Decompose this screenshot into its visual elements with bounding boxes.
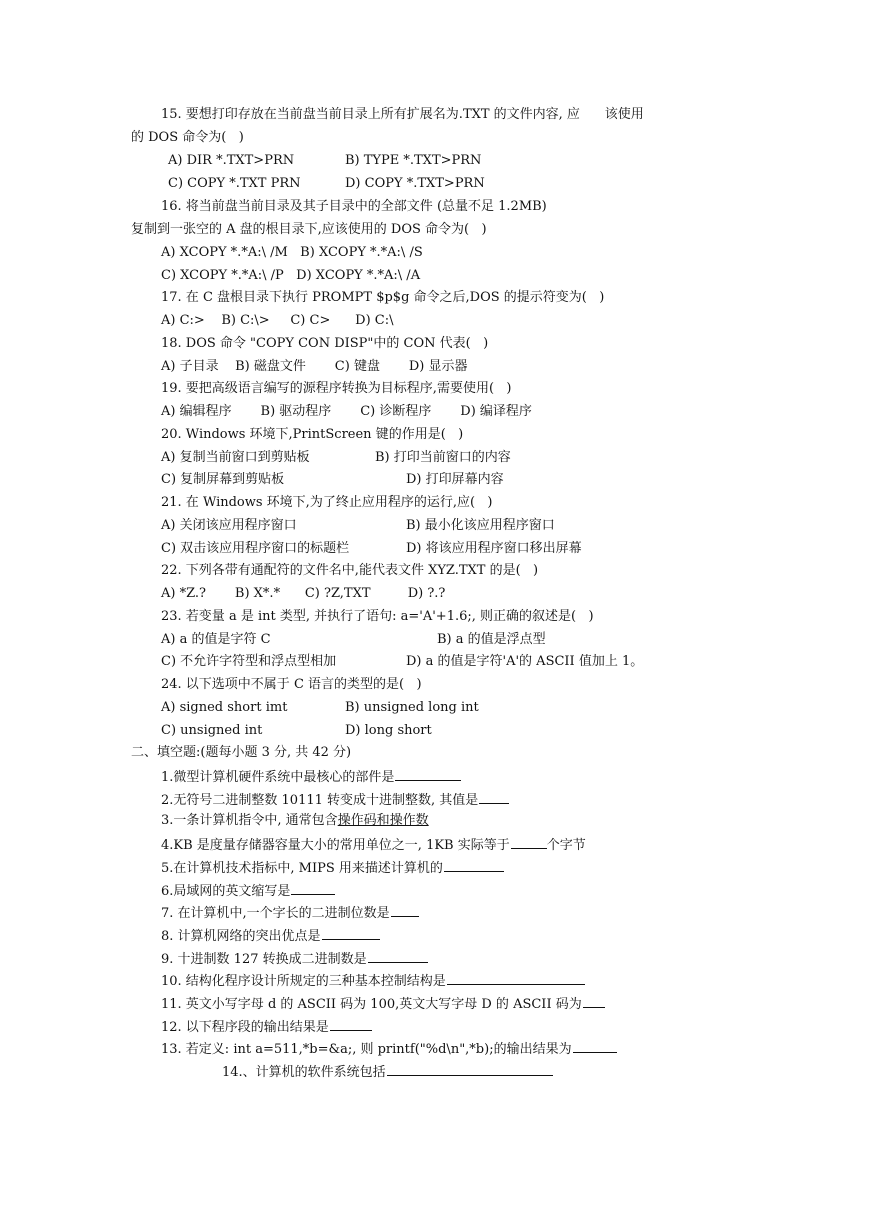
question-22: 22. 下列各带有通配符的文件名中,能代表文件 XYZ.TXT 的是( )	[161, 563, 539, 578]
fill-4	[161, 835, 586, 855]
answer-blank[interactable]	[479, 790, 509, 804]
fill-7	[161, 903, 419, 923]
fill-3	[161, 812, 429, 830]
answer-blank[interactable]	[511, 835, 547, 849]
fill-12	[161, 1017, 372, 1037]
q24-option-c: C) unsigned int	[161, 723, 263, 738]
question-20: 20. Windows 环境下,PrintScreen 键的作用是( )	[161, 427, 464, 442]
fill-11-text: 11. 英文小写字母 d 的 ASCII 码为 100,英文大写字母 D 的 ASCII 码为	[161, 997, 582, 1012]
q23-option-c: C) 不允许字符型和浮点型相加	[161, 654, 337, 669]
q17-options: A) C:> B) C:\> C) C> D) C:\	[161, 313, 394, 328]
fill-6	[161, 881, 335, 901]
answer-blank[interactable]	[395, 767, 461, 781]
fill-14-text: 14.、计算机的软件系统包括	[222, 1065, 386, 1080]
question-17: 17. 在 C 盘根目录下执行 PROMPT $p$g 命令之后,DOS 的提示符变为( )	[161, 290, 605, 305]
fill-4-suffix: 个字节	[546, 838, 586, 853]
fill-5	[161, 858, 504, 878]
q23-option-b: B) a 的值是浮点型	[437, 632, 546, 647]
answer-blank[interactable]	[583, 994, 605, 1008]
question-21: 21. 在 Windows 环境下,为了终止应用程序的运行,应( )	[161, 495, 493, 510]
fill-13-text: 13. 若定义: int a=511,*b=&a;, 则 printf("%d\n",*b);的输出结果为	[161, 1042, 572, 1057]
answer-blank[interactable]	[368, 949, 428, 963]
q24-option-b: B) unsigned long int	[345, 700, 479, 715]
question-18: 18. DOS 命令 "COPY CON DISP"中的 CON 代表( )	[161, 336, 489, 351]
q16-options-ab: A) XCOPY *.*A:\ /M B) XCOPY *.*A:\ /S	[161, 245, 423, 260]
q16-options-cd: C) XCOPY *.*A:\ /P D) XCOPY *.*A:\ /A	[161, 268, 421, 283]
answer-blank[interactable]	[330, 1017, 372, 1031]
fill-3-text: 3.一条计算机指令中, 通常包含	[161, 813, 338, 828]
section-2-heading: 二、填空题:(题每小题 3 分, 共 42 分)	[131, 745, 352, 760]
question-24: 24. 以下选项中不属于 C 语言的类型的是( )	[161, 677, 422, 692]
answer-blank[interactable]	[322, 926, 380, 940]
fill-8	[161, 926, 380, 946]
q24-option-a: A) signed short imt	[161, 700, 288, 715]
q15-option-a: A) DIR *.TXT>PRN	[168, 153, 295, 168]
fill-12-text: 12. 以下程序段的输出结果是	[161, 1020, 329, 1035]
fill-7-text: 7. 在计算机中,一个字长的二进制位数是	[161, 906, 390, 921]
q20-option-b: B) 打印当前窗口的内容	[375, 450, 511, 465]
fill-2-text: 2.无符号二进制整数 10111 转变成十进制整数, 其值是	[161, 793, 479, 808]
q21-option-d: D) 将该应用程序窗口移出屏幕	[406, 541, 582, 556]
q21-option-a: A) 关闭该应用程序窗口	[161, 518, 297, 533]
fill-10-text: 10. 结构化程序设计所规定的三种基本控制结构是	[161, 974, 446, 989]
fill-8-text: 8. 计算机网络的突出优点是	[161, 929, 321, 944]
fill-4-text: 4.KB 是度量存储器容量大小的常用单位之一, 1KB 实际等于	[161, 838, 510, 853]
q20-option-d: D) 打印屏幕内容	[406, 472, 504, 487]
fill-2	[161, 790, 509, 810]
q20-option-a: A) 复制当前窗口到剪贴板	[161, 450, 310, 465]
question-23: 23. 若变量 a 是 int 类型, 并执行了语句: a='A'+1.6;, 则正确的叙述是( )	[161, 609, 594, 624]
answer-blank[interactable]	[291, 881, 335, 895]
q21-option-c: C) 双击该应用程序窗口的标题栏	[161, 541, 350, 556]
fill-11	[161, 994, 605, 1014]
q15-option-b: B) TYPE *.TXT>PRN	[345, 153, 482, 168]
answer-blank[interactable]	[573, 1039, 617, 1053]
fill-5-text: 5.在计算机技术指标中, MIPS 用来描述计算机的	[161, 861, 443, 876]
q23-option-d: D) a 的值是字符'A'的 ASCII 值加上 1。	[406, 654, 644, 669]
fill-9	[161, 949, 428, 969]
fill-1	[161, 767, 461, 787]
fill-10	[161, 971, 585, 991]
fill-6-text: 6.局域网的英文缩写是	[161, 884, 291, 899]
fill-9-text: 9. 十进制数 127 转换成二进制数是	[161, 952, 367, 967]
answer-blank[interactable]	[444, 858, 504, 872]
fill-1-text: 1.微型计算机硬件系统中最核心的部件是	[161, 770, 395, 785]
answer-blank[interactable]	[387, 1062, 553, 1076]
q21-option-b: B) 最小化该应用程序窗口	[406, 518, 555, 533]
answer-blank[interactable]	[391, 903, 419, 917]
fill-13	[161, 1039, 617, 1059]
q19-options: A) 编辑程序 B) 驱动程序 C) 诊断程序 D) 编译程序	[161, 404, 532, 419]
q23-option-a: A) a 的值是字符 C	[161, 632, 271, 647]
q15-option-d: D) COPY *.TXT>PRN	[345, 176, 485, 191]
question-16-line2: 复制到一张空的 A 盘的根目录下,应该使用的 DOS 命令为( )	[131, 222, 487, 237]
question-15-line1: 15. 要想打印存放在当前盘当前目录上所有扩展名为.TXT 的文件内容, 应 该使用	[161, 107, 644, 122]
question-19: 19. 要把高级语言编写的源程序转换为目标程序,需要使用( )	[161, 381, 512, 396]
q24-option-d: D) long short	[345, 723, 432, 738]
q18-options: A) 子目录 B) 磁盘文件 C) 键盘 D) 显示器	[161, 359, 468, 374]
answer-blank[interactable]	[447, 971, 585, 985]
fill-3-answer: 操作码和操作数	[337, 813, 429, 828]
fill-14	[222, 1062, 553, 1082]
question-16-line1: 16. 将当前盘当前目录及其子目录中的全部文件 (总量不足 1.2MB)	[161, 199, 547, 214]
q20-option-c: C) 复制屏幕到剪贴板	[161, 472, 285, 487]
q15-option-c: C) COPY *.TXT PRN	[168, 176, 301, 191]
question-15-line2: 的 DOS 命令为( )	[131, 130, 244, 145]
q22-options: A) *Z.? B) X*.* C) ?Z,TXT D) ?.?	[161, 586, 446, 601]
